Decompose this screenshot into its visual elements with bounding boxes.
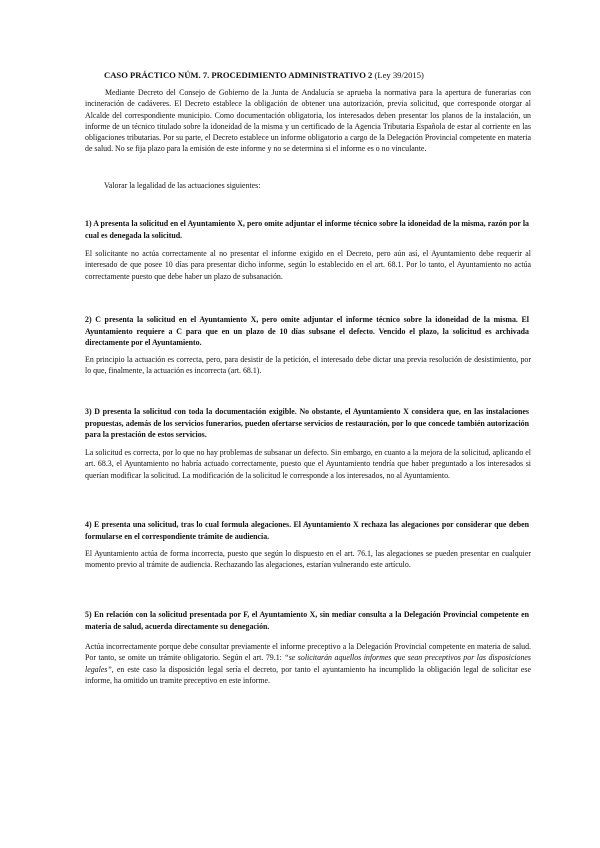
answer-5 [85, 641, 531, 686]
answer-1: El solicitante no actúa correctamente al no presentar el informe exigido en el Decreto, pero aún así, el Ayuntamiento debe requerir al interesado de que posee 10 días para presentar dicho informe, según lo establecido en el art. 68.1. Por lo tanto, el Ayuntamiento no actúa correctamente puesto que debe haber un plazo de subsanación. [85, 249, 531, 281]
case-statement: Mediante Decreto del Consejo de Gobierno de la Junta de Andalucía se aprueba la normativa para la apertura de funerarias con incineración de cadáveres. El Decreto establece la obligación de obtener una autorización, previa solicitud, que corresponde otorgar al Alcalde del correspondiente municipio. Como documentación obligatoria, los interesados deben presentar los planos de la instalación, un informe de un técnico titulado sobre la idoneidad de la misma y un certificado de la Agencia Tributaria Española de estar al corriente en las obligaciones tributarias. Por su parte, el Decreto establece un informe obligatorio a cargo de la Delegación Provincial competente en materia de salud. No se fija plazo para la emisión de este informe y no se determina si el informe es o no vinculante. [85, 88, 531, 154]
instruction-text: Valorar la legalidad de las actuaciones siguientes: [104, 181, 261, 190]
question-2: 2) C presenta la solicitud en el Ayuntamiento X, pero omite adjuntar el informe técnico sobre la idoneidad de la misma. El Ayuntamiento requiere a C para que en un plazo de 10 días subsane el defecto. Vencido el plazo, la solicitud es archivada directamente por el Ayuntamiento. [85, 315, 529, 348]
answer-5-text-end: , en este caso la disposición legal sería el decreto, por tanto el ayuntamiento ha incumplido la obligación legal de solicitar ese informe, ha omitido un tramite preceptivo en este informe. [85, 664, 531, 685]
answer-4: El Ayuntamiento actúa de forma incorrecta, puesto que según lo dispuesto en el art. 76.1, las alegaciones se pueden presentar en cualquier momento previo al trámite de audiencia. Rechazando las alegaciones, estarían vulnerando este artículo. [85, 549, 531, 570]
answer-3: La solicitud es correcta, por lo que no hay problemas de subsanar un defecto. Sin embargo, en cuanto a la mejora de la solicitud, aplicando el art. 68.3, el Ayuntamiento no habría actuado correctamente, puesto que el Ayuntamiento tendría que haber preguntado a los interesados si querían modificar la solicitud. La modificación de la solicitud le corresponde a los interesados, no al Ayuntamiento. [85, 448, 531, 480]
answer-5-legal-quote: “se solicitarán aquellos informes que sean preceptivos por las disposiciones legales” [85, 653, 532, 674]
question-4: 4) E presenta una solicitud, tras lo cual formula alegaciones. El Ayuntamiento X rechaza las alegaciones por considerar que deben formularse en el correspondiente trámite de audiencia. [85, 520, 529, 541]
question-1: 1) A presenta la solicitud en el Ayuntamiento X, pero omite adjuntar el informe técnico sobre la idoneidad de la misma, razón por la cual es denegada la solicitud. [85, 219, 529, 240]
document-title [104, 70, 524, 81]
title-main: CASO PRÁCTICO NÚM. 7. PROCEDIMIENTO ADMINISTRATIVO 2 [104, 70, 373, 80]
answer-5-text-start: Actúa incorrectamente porque debe consultar previamente el informe preceptivo a la Delegación Provincial competente en materia de salud. Por tanto, se omite un trámite obligatorio. Según el art. 79.1: [85, 642, 531, 663]
question-5: 5) En relación con la solicitud presentada por F, el Ayuntamiento X, sin mediar consulta a la Delegación Provincial competente en materia de salud, acuerda directamente su denegación. [85, 610, 529, 631]
answer-2: En principio la actuación es correcta, pero, para desistir de la petición, el interesado debe dictar una previa resolución de desistimiento, por lo que, finalmente, la actuación es incorrecta (art. 68.1). [85, 355, 531, 376]
title-law-reference: (Ley 39/2015) [372, 70, 424, 80]
question-3: 3) D presenta la solicitud con toda la documentación exigible. No obstante, el Ayuntamiento X considera que, en las instalaciones propuestas, además de los servicios funerarios, pueden ofertarse servicios de restauración, por lo que concede también autorización para la prestación de estos servicios. [85, 407, 529, 440]
